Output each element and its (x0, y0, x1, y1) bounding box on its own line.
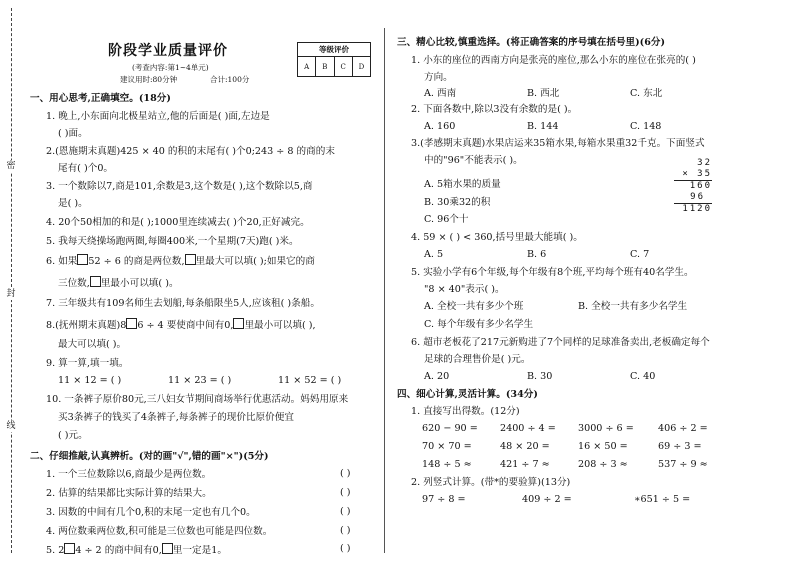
blank-box[interactable] (162, 543, 173, 554)
grade-cell-b[interactable]: B (316, 57, 334, 77)
blank-box[interactable] (185, 254, 196, 265)
q8-line2: 最大可以填( )。 (58, 339, 127, 350)
r-q4-line: 4. 59 × ( ) < 360,括号里最大能填( )。 (411, 232, 583, 243)
q6-mid: 52 ÷ 6 的商是两位数, (88, 256, 185, 267)
vertical-multiplication (672, 158, 712, 215)
r-q4-opt-a[interactable]: A. 5 (424, 249, 444, 260)
blank-box[interactable] (64, 543, 75, 554)
r-q1-line2: 方向。 (424, 72, 453, 83)
q2-line2: 尾有( )个0。 (58, 163, 114, 174)
r-q5-line1: 5. 实验小学有6个年级,每个年级有8个班,平均每个班有40名学生。 (411, 267, 694, 278)
tf-answer-4[interactable]: ( ) (340, 525, 351, 536)
q6-end: 里最大可以填( );如果它的商 (195, 256, 315, 267)
calc-item: 421 ÷ 7 ≈ (500, 459, 550, 470)
q4-line: 4. 20个50相加的和是( );1000里连续减去( )个20,正好减完。 (46, 217, 310, 228)
r-q3-opt-c[interactable]: C. 96个十 (424, 214, 469, 225)
binding-line (11, 8, 12, 553)
mult-multiplicand: 32 (697, 158, 712, 168)
q6-b2: 里最小可以填( )。 (100, 278, 179, 289)
grade-cell-a[interactable]: A (298, 57, 316, 77)
calc-item: 208 ÷ 3 ≈ (578, 459, 628, 470)
q10-line2: 买3条裤子的钱买了4条裤子,每条裤子的现价比原价便宜 (58, 412, 294, 423)
r-q5-opt-c[interactable]: C. 每个年级有多少名学生 (424, 319, 534, 330)
q6-b1: 三位数, (58, 278, 90, 289)
q6-label: 6. 如果 (46, 256, 78, 267)
q8-line1 (46, 318, 316, 332)
tf-item-5-b: 4 ÷ 2 的商中间有0, (75, 545, 162, 556)
q9-line: 9. 算一算,填一填。 (46, 358, 129, 369)
section1-title: 一、用心思考,正确填空。(18分) (30, 93, 171, 104)
binding-char-1: 密 (3, 160, 19, 172)
q6-line2 (58, 276, 179, 290)
calc-item: 16 × 50 = (578, 441, 628, 452)
binding-margin (0, 0, 22, 561)
q9-calc-c: 11 × 52 = ( ) (278, 375, 342, 386)
calc-item: 537 ÷ 9 ≈ (658, 459, 708, 470)
tf-item-4: 4. 两位数乘两位数,积可能是三位数也可能是四位数。 (46, 526, 273, 537)
q10-line1: 10. 一条裤子原价80元,三八妇女节期间商场举行优惠活动。妈妈用原来 (46, 394, 349, 405)
tf-answer-1[interactable]: ( ) (340, 468, 351, 479)
r-q3-opt-b[interactable]: B. 30乘32的积 (424, 197, 491, 208)
q8-a1: 8.(抚州期末真题)8 (46, 320, 127, 331)
q8-a2: 6 ÷ 4 要使商中间有0, (137, 320, 234, 331)
calc-item: 48 × 20 = (500, 441, 550, 452)
r-q4-opt-c[interactable]: C. 7 (630, 249, 650, 260)
div-item: 97 ÷ 8 = (422, 494, 466, 505)
r-q2-opt-a[interactable]: A. 160 (424, 121, 456, 132)
calc-item: 70 × 70 = (422, 441, 472, 452)
mult-product: 1120 (682, 204, 712, 214)
r-q1-opt-b[interactable]: B. 西北 (527, 88, 560, 99)
blank-box[interactable] (126, 318, 137, 329)
tf-answer-3[interactable]: ( ) (340, 506, 351, 517)
r-q3-line1: 3.(孝感期末真题)水果店运来35箱水果,每箱水果重32千克。下面竖式 (411, 138, 705, 149)
div-item: ∗651 ÷ 5 = (634, 494, 691, 505)
r-q5-line2: "8 × 40"表示( )。 (424, 284, 505, 295)
q3-line1: 3. 一个数除以7,商是101,余数是3,这个数是( ),这个数除以5,商 (46, 181, 313, 192)
mult-multiplier: × 35 (682, 169, 712, 179)
s4-part2-title: 2. 列竖式计算。(带*的要验算)(13分) (411, 477, 571, 488)
r-q2-opt-b[interactable]: B. 144 (527, 121, 559, 132)
blank-box[interactable] (77, 254, 88, 265)
r-q3-line2: 中的"96"不能表示( )。 (424, 155, 523, 166)
blank-box[interactable] (233, 318, 244, 329)
q9-calc-a: 11 × 12 = ( ) (58, 375, 122, 386)
tf-item-5 (46, 543, 227, 557)
tf-answer-5[interactable]: ( ) (340, 543, 351, 554)
tf-item-3: 3. 因数的中间有几个0,积的末尾一定也有几个0。 (46, 507, 256, 518)
q5-line: 5. 我每天绕操场跑两圈,每圈400米,一个星期(7天)跑( )米。 (46, 236, 299, 247)
r-q6-opt-b[interactable]: B. 30 (527, 371, 553, 382)
calc-item: 406 ÷ 2 = (658, 423, 708, 434)
grade-box-title: 等级评价 (298, 43, 370, 57)
column-divider (384, 28, 385, 553)
q10-line3: ( )元。 (58, 430, 88, 441)
calc-item: 620 − 90 = (422, 423, 478, 434)
r-q1-line1: 1. 小东的座位的西南方向是张亮的座位,那么小东的座位在张亮的( ) (411, 55, 696, 66)
r-q2-opt-c[interactable]: C. 148 (630, 121, 662, 132)
calc-item: 3000 ÷ 6 = (578, 423, 634, 434)
section2-title: 二、仔细推敲,认真辨析。(对的画"√",错的画"×")(5分) (30, 451, 269, 462)
r-q5-opt-b[interactable]: B. 全校一共有多少名学生 (578, 301, 688, 312)
tf-item-5-a: 5. 2 (46, 545, 65, 556)
q1-line1: 1. 晚上,小东面向北极星站立,他的后面是( )面,左边是 (46, 111, 270, 122)
content-note: (考查内容:第1~4单元) (132, 63, 209, 72)
r-q5-opt-a[interactable]: A. 全校一共有多少个班 (424, 301, 524, 312)
binding-char-2: 封 (3, 288, 19, 300)
tf-answer-2[interactable]: ( ) (340, 487, 351, 498)
q7-line: 7. 三年级共有109名师生去划船,每条船限坐5人,应该租( )条船。 (46, 298, 320, 309)
tf-item-2: 2. 估算的结果都比实际计算的结果大。 (46, 488, 212, 499)
q2-line1: 2.(恩施期末真题)425 × 40 的积的末尾有( )个0;243 ÷ 8 的商的末 (46, 146, 335, 157)
r-q2-line: 2. 下面各数中,除以3没有余数的是( )。 (411, 104, 578, 115)
page-title: 阶段学业质量评价 (108, 43, 228, 59)
r-q1-opt-a[interactable]: A. 西南 (424, 88, 457, 99)
calc-item: 148 ÷ 5 ≈ (422, 459, 472, 470)
r-q6-opt-c[interactable]: C. 40 (630, 371, 656, 382)
section3-title: 三、精心比较,慎重选择。(将正确答案的序号填在括号里)(6分) (397, 37, 666, 48)
section4-title: 四、细心计算,灵活计算。(34分) (397, 389, 538, 400)
q6-line1 (46, 254, 315, 268)
total-note: 合计:100分 (210, 75, 250, 84)
time-note: 建议用时:80分钟 (120, 75, 178, 84)
r-q6-opt-a[interactable]: A. 20 (424, 371, 450, 382)
q1-line2: ( )面。 (58, 128, 88, 139)
q8-a3: 里最小可以填( ), (244, 320, 316, 331)
tf-item-5-c: 里一定是1。 (172, 545, 227, 556)
calc-item: 69 ÷ 3 = (658, 441, 702, 452)
mult-partial-2: 96 (690, 192, 705, 202)
mult-partial-1: 160 (689, 181, 712, 191)
blank-box[interactable] (90, 276, 101, 287)
r-q6-line2: 足球的合理售价是( )元。 (424, 354, 531, 365)
r-q1-opt-c[interactable]: C. 东北 (630, 88, 663, 99)
r-q6-line1: 6. 超市老板花了217元新购进了7个同样的足球准备卖出,老板确定每个 (411, 337, 710, 348)
r-q3-opt-a[interactable]: A. 5箱水果的质量 (424, 179, 501, 190)
binding-char-3: 线 (3, 420, 19, 432)
grade-box (297, 42, 371, 77)
q9-calc-b: 11 × 23 = ( ) (168, 375, 232, 386)
tf-item-1: 1. 一个三位数除以6,商最少是两位数。 (46, 469, 212, 480)
calc-item: 2400 ÷ 4 = (500, 423, 556, 434)
grade-cell-c[interactable]: C (335, 57, 353, 77)
s4-part1-title: 1. 直接写出得数。(12分) (411, 406, 520, 417)
r-q4-opt-b[interactable]: B. 6 (527, 249, 547, 260)
div-item: 409 ÷ 2 = (522, 494, 572, 505)
q3-line2: 是( )。 (58, 198, 88, 209)
grade-cell-d[interactable]: D (358, 63, 365, 71)
